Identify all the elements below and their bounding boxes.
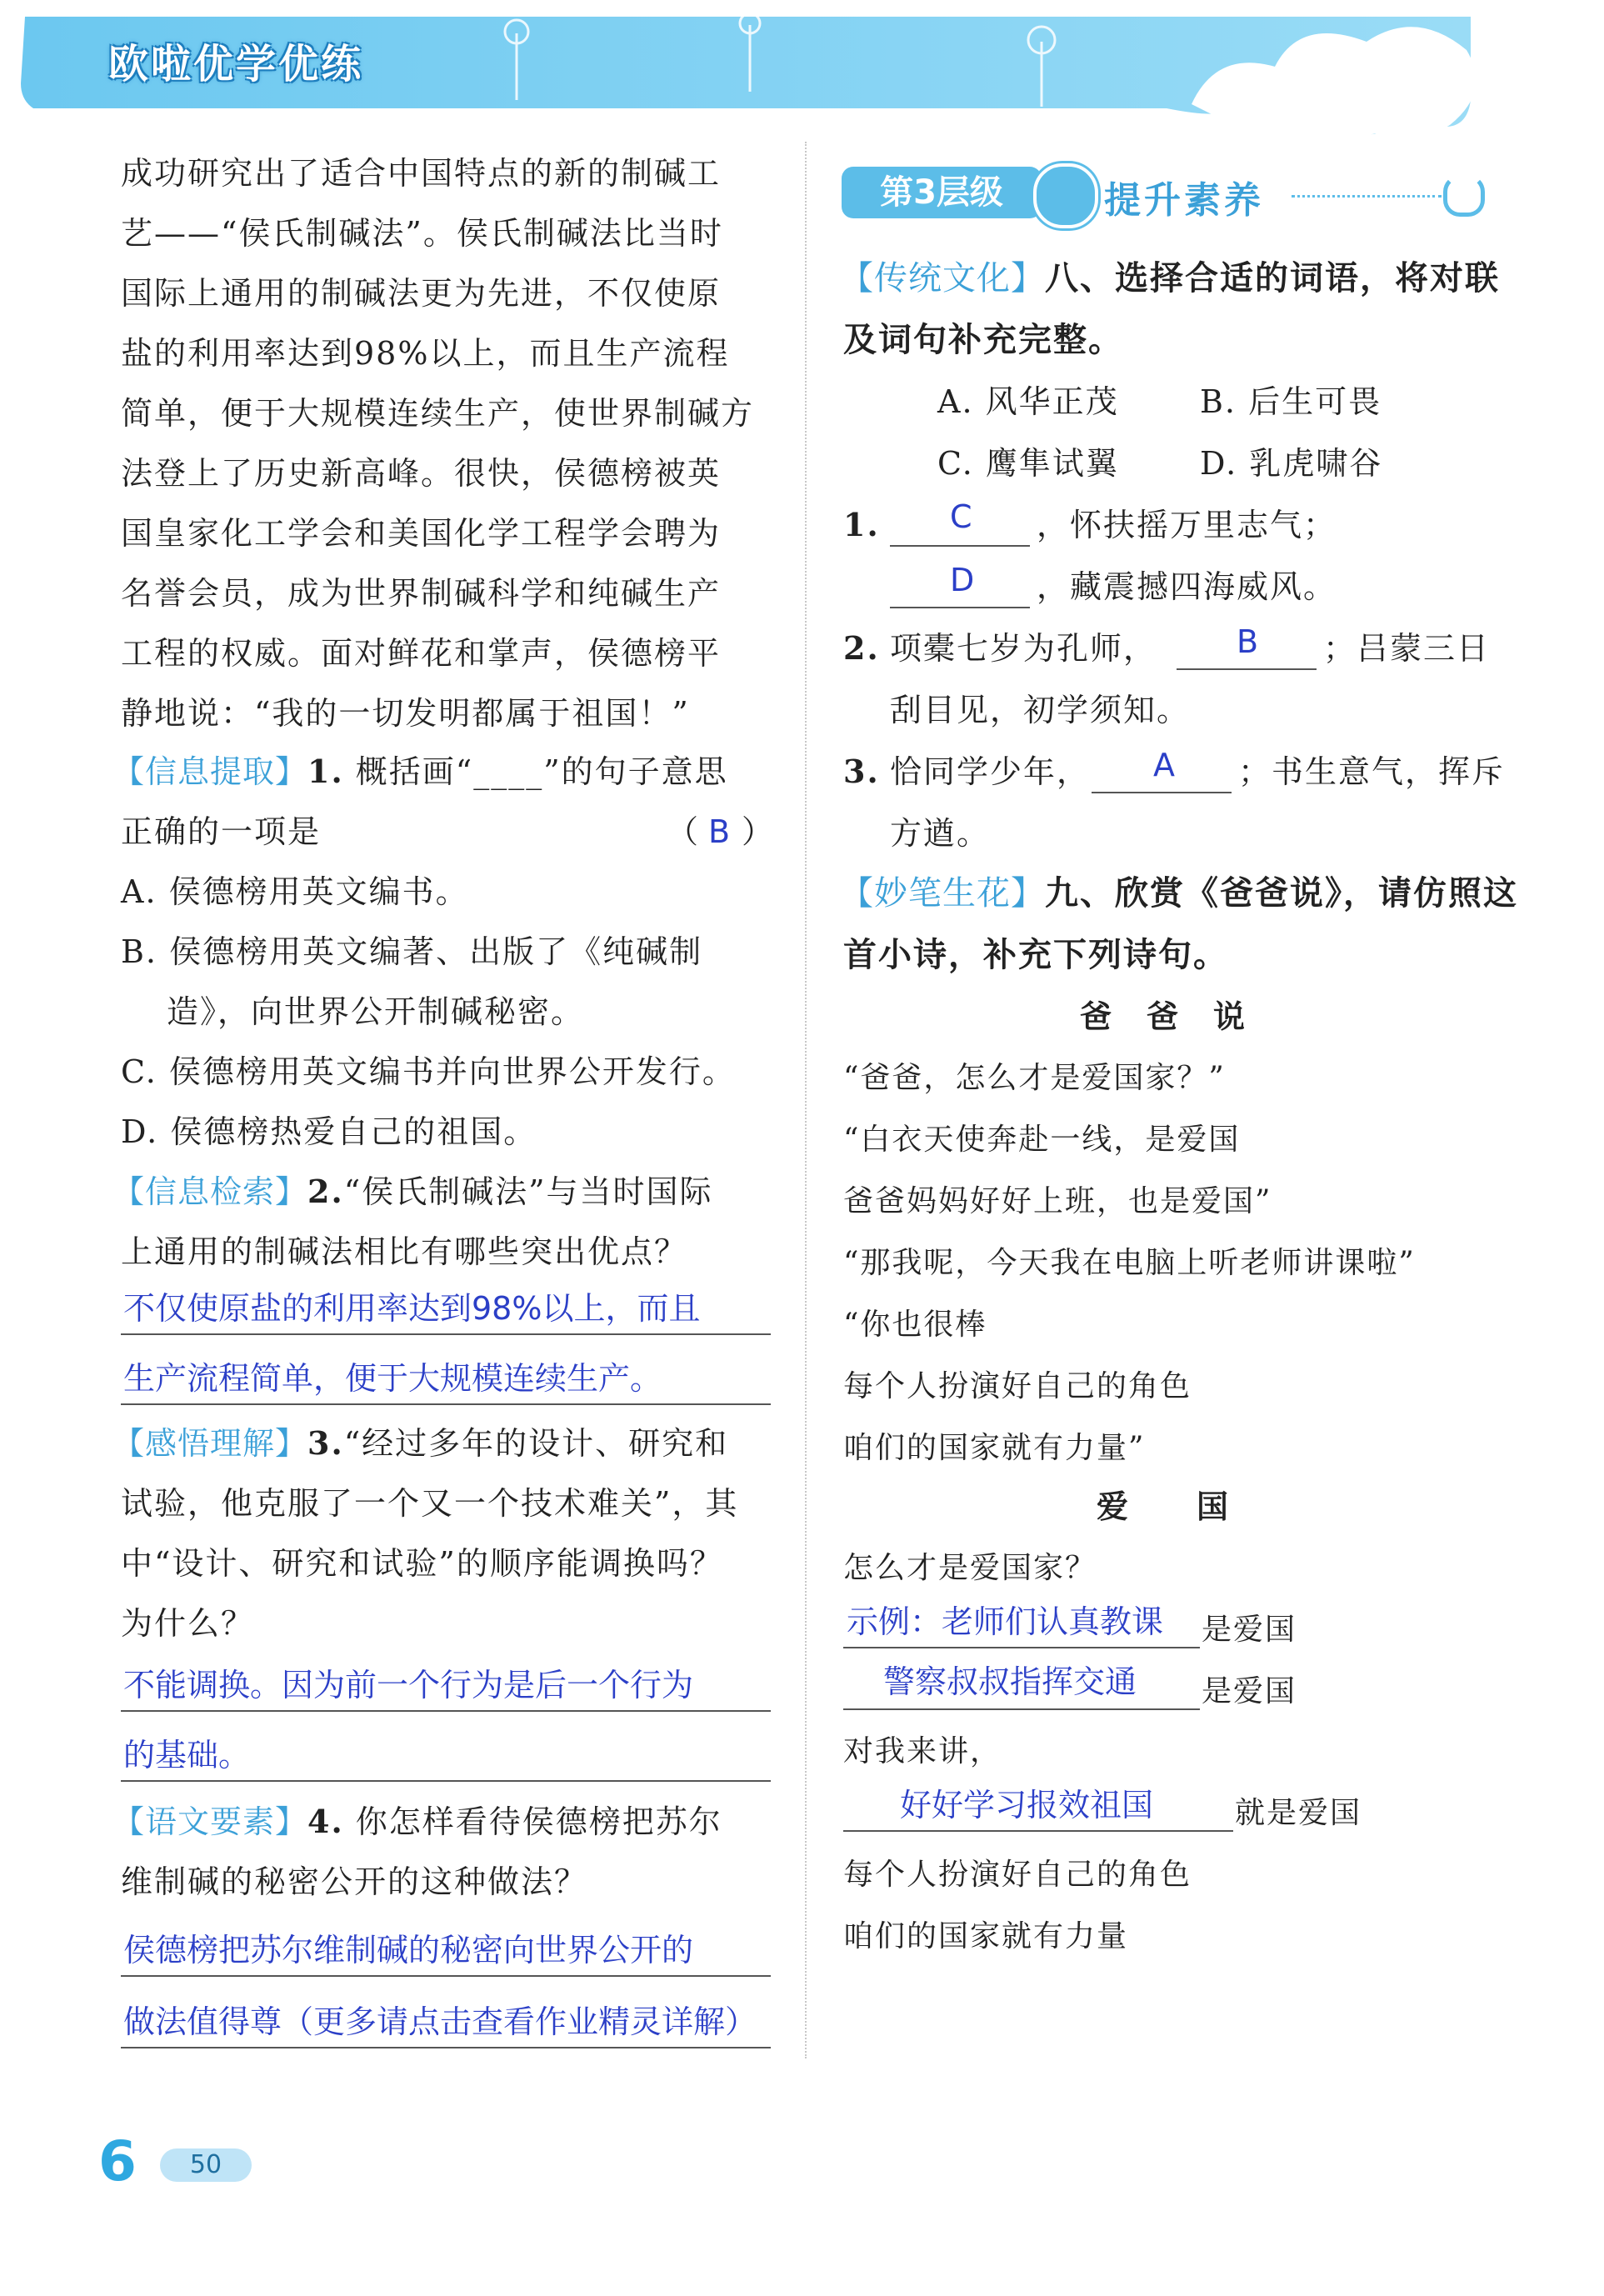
poem-line: 每个人扮演好自己的角色 bbox=[843, 1858, 1192, 1892]
poem-title: 爸 爸 说 bbox=[1080, 998, 1247, 1035]
section-header bbox=[842, 167, 1475, 225]
brand-logo: 欧啦优学优练 bbox=[108, 41, 364, 88]
couplet-text: 方遒。 bbox=[890, 815, 991, 852]
page-number-badge bbox=[98, 2129, 248, 2193]
answer-q1: B bbox=[708, 813, 731, 850]
question-8 bbox=[840, 260, 1500, 297]
answer-line: 生产流程简单，便于大规模连续生产。 bbox=[123, 1360, 662, 1397]
poem-line: 爸爸妈妈好好上班，也是爱国” bbox=[843, 1184, 1272, 1218]
option-a: A. 侯德榜用英文编书。 bbox=[121, 873, 469, 910]
question-tag: 【妙笔生花】 bbox=[840, 874, 1045, 913]
question-text: 上通用的制碱法相比有哪些突出优点？ bbox=[121, 1233, 688, 1270]
question-tag: 【传统文化】 bbox=[840, 259, 1045, 298]
couplet-text: ，怀扶摇万里志气； bbox=[1037, 507, 1337, 543]
blank-underline bbox=[890, 607, 1030, 608]
answer-line: 不仅使原盐的利用率达到98%以上，而且 bbox=[123, 1290, 701, 1327]
poem-line: 咱们的国家就有力量” bbox=[843, 1431, 1146, 1465]
answer-blank: D bbox=[950, 562, 975, 598]
passage-line: 国际上通用的制碱法更为先进，不仅使原 bbox=[121, 275, 722, 312]
blank-underline bbox=[1092, 792, 1232, 793]
question-number: 4. bbox=[307, 1803, 344, 1840]
answer-underline bbox=[121, 1403, 771, 1405]
question-text: 八、选择合适的词语，将对联 bbox=[1045, 259, 1500, 298]
question-text: 你怎样看待侯德榜把苏尔 bbox=[355, 1803, 722, 1840]
passage-line: 工程的权威。面对鲜花和掌声，侯德榜平 bbox=[121, 635, 722, 672]
option-b: B. 侯德榜用英文编著、出版了《纯碱制 bbox=[121, 933, 703, 970]
question-4 bbox=[112, 1803, 722, 1840]
option-d: D. 乳虎啸谷 bbox=[1200, 445, 1383, 482]
answer-line: 的基础。 bbox=[123, 1737, 251, 1773]
passage-line: 艺——“侯氏制碱法”。侯氏制碱法比当时 bbox=[121, 215, 723, 252]
option-b: B. 后生可畏 bbox=[1200, 383, 1382, 420]
answer-line: 不能调换。因为前一个行为是后一个行为 bbox=[123, 1667, 694, 1703]
question-tag: 【信息提取】 bbox=[112, 753, 308, 790]
passage-line: 静地说：“我的一切发明都属于祖国！” bbox=[121, 695, 690, 732]
question-tag: 【语文要素】 bbox=[112, 1803, 308, 1840]
swirl-logo-icon: 6 bbox=[98, 2129, 137, 2193]
poem-line: 怎么才是爱国家？ bbox=[843, 1551, 1097, 1585]
couplet-text: ，藏震撼四海威风。 bbox=[1037, 568, 1337, 605]
passage-line: 法登上了历史新高峰。很快，侯德榜被英 bbox=[121, 455, 722, 492]
question-2 bbox=[112, 1173, 713, 1210]
option-c: C. 鹰隼试翼 bbox=[937, 445, 1119, 482]
question-text: “侯氏制碱法”与当时国际 bbox=[343, 1173, 713, 1210]
poem-line: “那我呢，今天我在电脑上听老师讲课啦” bbox=[843, 1246, 1416, 1280]
question-tag: 【信息检索】 bbox=[112, 1173, 308, 1210]
blank-underline bbox=[843, 1830, 1233, 1832]
answer-fill: 好好学习报效祖国 bbox=[900, 1787, 1154, 1823]
lightbulb-icon bbox=[1033, 163, 1098, 228]
answer-bracket-close: ） bbox=[742, 813, 776, 850]
option-c: C. 侯德榜用英文编书并向世界公开发行。 bbox=[121, 1053, 736, 1090]
question-text: “经过多年的设计、研究和 bbox=[343, 1425, 729, 1462]
item-number: 1. bbox=[843, 506, 880, 543]
question-tag: 【感悟理解】 bbox=[112, 1425, 308, 1462]
passage-line: 简单，便于大规模连续生产，使世界制碱方 bbox=[121, 395, 755, 432]
couplet-text: 项橐七岁为孔师， bbox=[890, 630, 1157, 667]
blank-underline bbox=[890, 545, 1030, 547]
level-badge: 第3层级 bbox=[842, 167, 1042, 218]
poem-line: 是爱国 bbox=[1202, 1613, 1297, 1647]
passage-line: 国皇家化工学会和美国化学工程学会聘为 bbox=[121, 515, 722, 552]
answer-fill: 警察叔叔指挥交通 bbox=[883, 1663, 1137, 1700]
answer-underline bbox=[121, 1975, 771, 1977]
question-text: 及词句补充完整。 bbox=[843, 321, 1123, 359]
poem-line: 咱们的国家就有力量 bbox=[843, 1919, 1129, 1953]
dotted-divider bbox=[1292, 195, 1442, 198]
question-text: 维制碱的秘密公开的这种做法？ bbox=[121, 1863, 588, 1900]
answer-bracket-open: （ bbox=[667, 813, 701, 850]
option-d: D. 侯德榜热爱自己的祖国。 bbox=[121, 1113, 537, 1150]
question-text: 为什么？ bbox=[121, 1605, 255, 1642]
answer-line: 做法值得尊（更多请点击查看作业精灵详解） bbox=[123, 2003, 757, 2040]
answer-underline bbox=[121, 1710, 771, 1712]
answer-blank: A bbox=[1153, 747, 1175, 783]
question-text: 首小诗，补充下列诗句。 bbox=[843, 936, 1228, 974]
question-number: 3. bbox=[307, 1424, 344, 1462]
item-number: 3. bbox=[843, 753, 880, 790]
passage-line: 成功研究出了适合中国特点的新的制碱工 bbox=[121, 155, 722, 192]
question-text: 概括画“____”的句子意思 bbox=[355, 753, 728, 790]
question-text: 试验，他克服了一个又一个技术难关”，其 bbox=[121, 1485, 739, 1522]
couplet-text: ；书生意气，挥斥 bbox=[1238, 753, 1506, 790]
poem-line: 是爱国 bbox=[1202, 1674, 1297, 1708]
blank-underline bbox=[1177, 668, 1317, 670]
poem-line: 每个人扮演好自己的角色 bbox=[843, 1369, 1192, 1403]
section-title: 提升素养 bbox=[1104, 179, 1264, 222]
option-b-cont: 造》，向世界公开制碱秘密。 bbox=[167, 993, 585, 1030]
couplet-text: 恰同学少年， bbox=[890, 753, 1091, 790]
page-number: 50 bbox=[160, 2148, 252, 2182]
option-a: A. 风华正茂 bbox=[937, 383, 1119, 420]
question-text: 九、欣赏《爸爸说》，请仿照这 bbox=[1045, 874, 1518, 913]
blank-underline bbox=[843, 1647, 1200, 1648]
blank-underline bbox=[843, 1708, 1200, 1710]
poem-title: 爱 国 bbox=[1097, 1488, 1231, 1525]
question-text: 正确的一项是 bbox=[121, 813, 322, 850]
couplet-text: 刮目见，初学须知。 bbox=[890, 692, 1191, 728]
column-divider bbox=[805, 142, 807, 2058]
poem-line: 就是爱国 bbox=[1235, 1796, 1362, 1830]
answer-blank: C bbox=[950, 498, 972, 535]
poem-line: 对我来讲， bbox=[843, 1734, 1002, 1768]
poem-line: “你也很棒 bbox=[843, 1308, 987, 1342]
question-9 bbox=[840, 875, 1518, 912]
swirl-icon bbox=[1443, 175, 1485, 217]
question-number: 1. bbox=[307, 753, 344, 790]
answer-underline bbox=[121, 1780, 771, 1782]
question-1 bbox=[112, 753, 728, 790]
question-number: 2. bbox=[307, 1173, 344, 1210]
couplet-text: ；吕蒙三日 bbox=[1323, 630, 1491, 667]
answer-blank: B bbox=[1237, 623, 1259, 660]
answer-underline bbox=[121, 2047, 771, 2048]
passage-line: 盐的利用率达到98%以上，而且生产流程 bbox=[121, 335, 730, 372]
answer-line: 侯德榜把苏尔维制碱的秘密向世界公开的 bbox=[123, 1932, 694, 1968]
answer-underline bbox=[121, 1333, 771, 1335]
header-banner bbox=[0, 0, 1604, 142]
poem-line: “爸爸，怎么才是爱国家？” bbox=[843, 1061, 1226, 1095]
answer-fill: 示例：老师们认真教课 bbox=[847, 1603, 1164, 1640]
question-3 bbox=[112, 1425, 728, 1462]
passage-line: 名誉会员，成为世界制碱科学和纯碱生产 bbox=[121, 575, 722, 612]
question-text: 中“设计、研究和试验”的顺序能调换吗？ bbox=[121, 1545, 723, 1582]
item-number: 2. bbox=[843, 629, 880, 667]
poem-line: “白衣天使奔赴一线，是爱国 bbox=[843, 1123, 1241, 1157]
